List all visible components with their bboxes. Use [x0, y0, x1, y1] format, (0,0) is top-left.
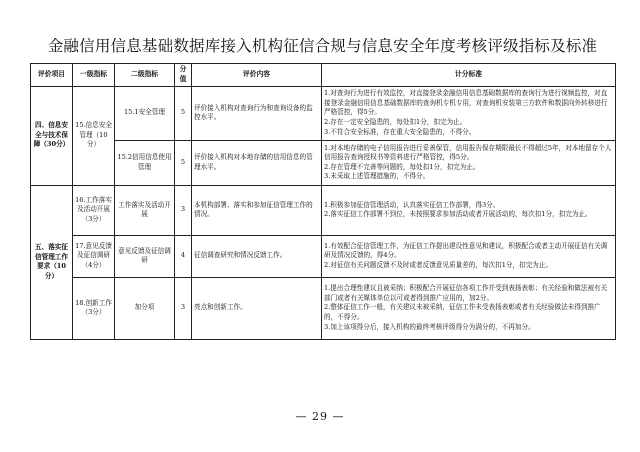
table-row	[31, 86, 616, 140]
header-criteria: 计分标准	[322, 64, 616, 87]
criteria-line: 3.未采取上述管理措施的，不得分。	[324, 172, 430, 181]
header-item: 评价项目	[31, 64, 73, 87]
page-number: — 29 —	[295, 410, 345, 423]
criteria-cell	[322, 86, 616, 140]
level1-cell: 15.信息安全管理（10分）	[73, 86, 115, 185]
content-cell: 评价接入机构对本地存储的信用信息的管理水平。	[192, 140, 322, 185]
item-cell: 五、落实征信管理工作要求（10分）	[31, 185, 73, 339]
content-cell: 亮点和创新工作。	[192, 277, 322, 339]
criteria-line: 1.提出合理性建议且被采纳；积极配合开展征信各项工作并受到表扬表彰；有关经验和做法被有关部门或者有关媒体单位以可或者得到推广应用的，加2分。	[324, 284, 608, 302]
level2-cell: 加分项	[115, 277, 175, 339]
criteria-line: 1.对查询行为进行有效监控，对直接登录金融信用信息基础数据库的查询行为进行视频监控，对直接登录金融信用信息基础数据库的查询机专机专用，对查询机安装第三方软件和数据向外转移进行严格管控，得5分。	[324, 89, 608, 117]
item-cell: 四、信息安全与技术保障（30分）	[31, 86, 73, 185]
content-cell: 本机构部署、落实和参加征信管理工作的情况。	[192, 185, 322, 235]
table-row	[31, 235, 616, 277]
document-title: 金融信用信息基础数据库接入机构征信合规与信息安全年度考核评级指标及标准	[47, 37, 598, 55]
criteria-cell	[322, 235, 616, 277]
criteria-line: 2.存在一定安全隐患的，每处扣1分，扣完为止。	[324, 117, 467, 126]
header-level2: 二级指标	[115, 64, 175, 87]
content-cell: 征信调查研究和情况反馈工作。	[192, 235, 322, 277]
header-content: 评价内容	[192, 64, 322, 87]
criteria-cell	[322, 140, 616, 185]
criteria-line: 3.不符合安全标准，存在重大安全隐患的，不得分。	[324, 127, 476, 136]
score-cell: 3	[175, 185, 192, 235]
criteria-line: 2.整体征信工作一般，有关建议未被采纳，征信工作未受表扬表彰或者有关经验做法未得到推广的，不得分。	[324, 303, 601, 321]
score-cell: 5	[175, 86, 192, 140]
criteria-line: 1.对本地存储的电子信用报告进行妥善保管，信用报告保存期限最长不得超过5年，对本地留存个人信用报告查询授权书等资料进行严格管控，得5分。	[324, 143, 612, 162]
level1-cell: 16.工作落实及活动开展（3分）	[73, 185, 115, 235]
table-row	[31, 185, 616, 235]
criteria-line: 1.有效配合征信管理工作，为征信工作提出建设性意见和建议，积极配合或者主动开展征信有关调研及情况反馈的，得4分。	[324, 241, 608, 260]
table-row	[31, 140, 616, 185]
table-row	[31, 277, 616, 339]
criteria-line: 2.落实征信工作部署不到位，未按照要求参加活动或者开展活动的，每次扣1分，扣完为止。	[324, 210, 592, 219]
criteria-line: 1.积极参加征信管理活动，认真落实征信工作部署，得3分。	[324, 200, 500, 209]
table-header-row	[31, 64, 616, 87]
header-level1: 一级指标	[73, 64, 115, 87]
level2-cell: 工作落实及活动开展	[115, 185, 175, 235]
score-cell: 3	[175, 277, 192, 339]
criteria-cell	[322, 185, 616, 235]
criteria-line: 2.对征信有关问题反馈不及时或者反馈意见质量差的，每次扣1分，扣完为止。	[324, 260, 553, 269]
level2-cell: 15.1安全管理	[115, 86, 175, 140]
criteria-line: 3.加上该项得分后，接入机构的最终考核评级得分为满分的，不再加分。	[324, 322, 535, 331]
criteria-line: 2.存在管理不完善等问题的，每处扣1分，扣完为止。	[324, 162, 480, 171]
level1-cell: 18.创新工作（3分）	[73, 277, 115, 339]
criteria-cell	[322, 277, 616, 339]
content-cell: 评价接入机构对查询行为和查询设备的监控水平。	[192, 86, 322, 140]
level2-cell: 意见反馈及征信调研	[115, 235, 175, 277]
level2-cell: 15.2信用信息使用管理	[115, 140, 175, 185]
header-score: 分值	[175, 64, 192, 87]
level1-cell: 17.意见反馈及征信调研（4分）	[73, 235, 115, 277]
score-cell: 5	[175, 140, 192, 185]
evaluation-table	[30, 63, 616, 340]
score-cell: 4	[175, 235, 192, 277]
